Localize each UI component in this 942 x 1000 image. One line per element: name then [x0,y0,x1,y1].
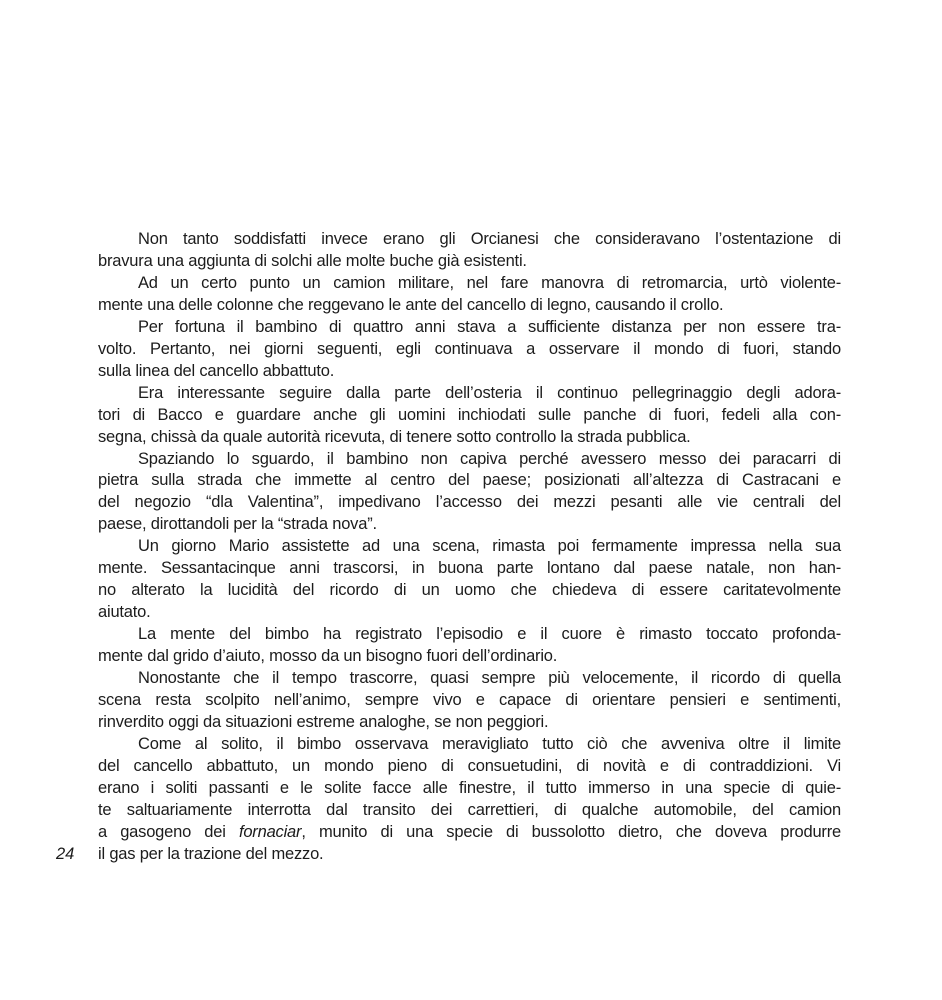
text-line: Per fortuna il bambino di quattro anni stava a sufficiente distanza per non essere tra- [138,317,841,336]
text-line: Spaziando lo sguardo, il bambino non capiva perché avessero messo dei paracarri di [138,449,841,468]
text-line: il gas per la trazione del mezzo. [98,844,324,863]
text-line: volto. Pertanto, nei giorni seguenti, egli continuava a osservare il mondo di fuori, stando [98,339,841,358]
text-line: Non tanto soddisfatti invece erano gli Orcianesi che consideravano l’ostentazione di [138,230,841,248]
text-line: Ad un certo punto un camion militare, nel fare manovra di retromarcia, urtò violente- [138,273,841,292]
text-line: aiutato. [98,603,151,622]
text-line: Nonostante che il tempo trascorre, quasi sempre più velocemente, il ricordo di quella [138,669,841,688]
text-line: tori di Bacco e guardare anche gli uomini inchiodati sulle panche di fuori, fedeli alla con- [98,405,841,424]
text-line: del negozio “dla Valentina”, impedivano l’accesso dei mezzi pesanti alle vie centrali del [98,493,841,512]
text-line: te saltuariamente interrotta dal transito dei carrettieri, di qualche automobile, del camion [98,800,841,819]
text-line: Come al solito, il bimbo osservava meravigliato tutto ciò che avveniva oltre il limite [138,734,841,753]
text-line: erano i soliti passanti e le solite facce alle finestre, il tutto immerso in una specie di quie- [98,778,841,797]
page-number: 24 [56,845,75,863]
text-line: no alterato la lucidità del ricordo di un uomo che chiedeva di essere caritatevolmente [98,581,841,600]
text-line: scena resta scolpito nell’animo, sempre vivo e capace di orientare pensieri e sentimenti, [98,691,841,710]
text-line: a gasogeno dei fornaciar, munito di una specie di bussolotto dietro, che doveva produrre [98,822,841,841]
text-block [98,229,841,866]
text-line: Un giorno Mario assistette ad una scena, rimasta poi fermamente impressa nella sua [138,537,841,556]
text-line: bravura una aggiunta di solchi alle molte buche già esistenti. [98,251,527,270]
text-line: rinverdito oggi da situazioni estreme analoghe, se non peggiori. [98,712,549,731]
text-line: sulla linea del cancello abbattuto. [98,361,335,380]
text-line: del cancello abbattuto, un mondo pieno di consuetudini, di novità e di contraddizioni. Vi [98,756,841,775]
text-line: Era interessante seguire dalla parte dell’osteria il continuo pellegrinaggio degli adora- [138,383,841,402]
text-line: mente. Sessantacinque anni trascorsi, in buona parte lontano dal paese natale, non han- [98,559,841,578]
text-line: paese, dirottandoli per la “strada nova”. [98,515,377,534]
text-line: mente una delle colonne che reggevano le ante del cancello di legno, causando il crollo. [98,295,724,314]
text-line: mente dal grido d’aiuto, mosso da un bisogno fuori dell’ordinario. [98,647,558,666]
text-line: La mente del bimbo ha registrato l’episodio e il cuore è rimasto toccato profonda- [138,625,841,644]
text-line: pietra sulla strada che immette al centro del paese; posizionati all’altezza di Castracani e [98,471,841,490]
text-line: segna, chissà da quale autorità ricevuta, di tenere sotto controllo la strada pubblica. [98,427,691,446]
